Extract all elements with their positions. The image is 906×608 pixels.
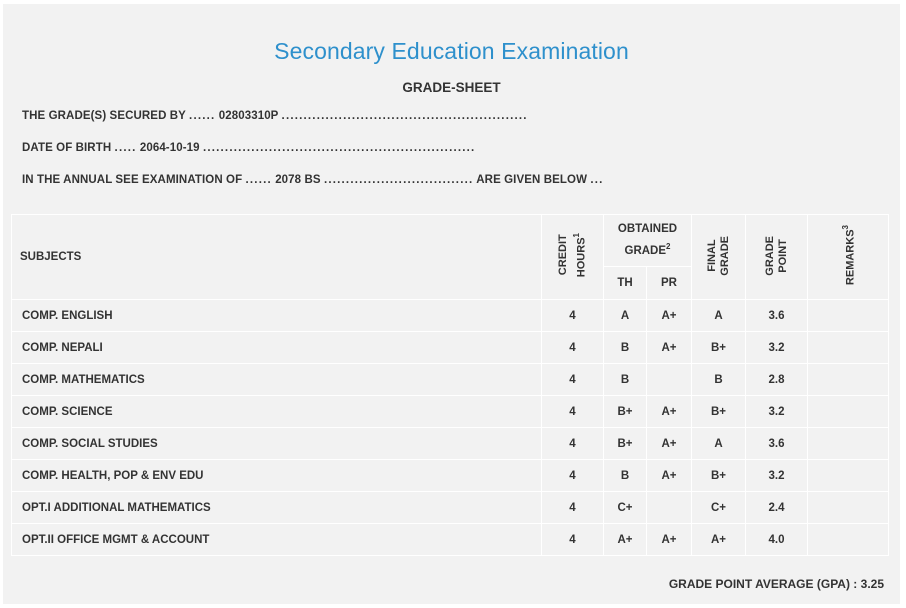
pr-grade-cell: A+ <box>647 332 692 364</box>
table-row <box>12 524 889 556</box>
th-grade-cell: B+ <box>604 396 647 428</box>
dob-value: 2064-10-19 <box>139 142 200 154</box>
pr-grade-cell: A+ <box>647 524 692 556</box>
final-grade-cell: B+ <box>692 332 746 364</box>
credit-cell: 4 <box>542 492 604 524</box>
dob-line: DATE OF BIRTH ..... 2064-10-19 .............................................................. <box>22 142 476 154</box>
page-subtitle: GRADE-SHEET <box>402 80 501 95</box>
th-grade-cell: B <box>604 364 647 396</box>
table-row <box>12 364 889 396</box>
th-grade-cell: B <box>604 332 647 364</box>
table-row <box>12 428 889 460</box>
remarks-cell <box>808 428 889 460</box>
gpa-label: GRADE POINT AVERAGE (GPA) : <box>668 577 858 591</box>
table-row <box>12 300 889 332</box>
grade-point-cell: 3.2 <box>746 332 808 364</box>
credit-cell: 4 <box>542 332 604 364</box>
final-grade-header: FINAL GRADE <box>692 215 746 300</box>
remarks-cell <box>808 460 889 492</box>
credit-cell: 4 <box>542 364 604 396</box>
gpa-summary <box>669 577 884 591</box>
exam-suffix: ARE GIVEN BELOW <box>476 174 588 186</box>
remarks-cell <box>808 332 889 364</box>
pr-grade-cell <box>647 364 692 396</box>
final-grade-cell: C+ <box>692 492 746 524</box>
subject-cell: COMP. HEALTH, POP & ENV EDU <box>12 460 542 492</box>
remarks-cell <box>808 396 889 428</box>
grade-point-cell: 3.2 <box>746 396 808 428</box>
obtained-grade-header: OBTAINED GRADE$^2$ <box>604 215 692 267</box>
credit-hours-header: CREDIT HOURS$^1$ <box>542 215 604 300</box>
secured-by-label: THE GRADE(S) SECURED BY <box>22 110 186 122</box>
grade-point-cell: 2.8 <box>746 364 808 396</box>
subject-cell: OPT.II OFFICE MGMT & ACCOUNT <box>12 524 542 556</box>
final-grade-cell: B <box>692 364 746 396</box>
credit-cell: 4 <box>542 300 604 332</box>
th-grade-cell: B+ <box>604 428 647 460</box>
gpa-value: 3.25 <box>860 577 884 591</box>
subject-cell: OPT.I ADDITIONAL MATHEMATICS <box>12 492 542 524</box>
pr-header: PR <box>647 266 692 299</box>
table-row <box>12 332 889 364</box>
dob-label: DATE OF BIRTH <box>22 142 112 154</box>
grade-point-cell: 3.2 <box>746 460 808 492</box>
final-grade-cell: A+ <box>692 524 746 556</box>
credit-cell: 4 <box>542 460 604 492</box>
th-grade-cell: A+ <box>604 524 647 556</box>
final-grade-cell: B+ <box>692 396 746 428</box>
final-grade-cell: A <box>692 300 746 332</box>
subjects-header: SUBJECTS <box>12 215 542 300</box>
remarks-cell <box>808 364 889 396</box>
remarks-cell <box>808 300 889 332</box>
pr-grade-cell: A+ <box>647 460 692 492</box>
th-grade-cell: C+ <box>604 492 647 524</box>
remarks-header: REMARKS$^3$ <box>808 215 889 300</box>
subject-cell: COMP. SCIENCE <box>12 396 542 428</box>
credit-cell: 4 <box>542 524 604 556</box>
table-row <box>12 460 889 492</box>
subject-cell: COMP. SOCIAL STUDIES <box>12 428 542 460</box>
subject-cell: COMP. MATHEMATICS <box>12 364 542 396</box>
secured-by-line: THE GRADE(S) SECURED BY ...... 02803310P ........................................................ <box>22 110 528 122</box>
pr-grade-cell <box>647 492 692 524</box>
grade-sheet <box>3 4 900 604</box>
final-grade-cell: A <box>692 428 746 460</box>
pr-grade-cell: A+ <box>647 396 692 428</box>
exam-value: 2078 BS <box>275 174 321 186</box>
grades-table <box>11 214 889 556</box>
remarks-cell <box>808 492 889 524</box>
exam-label: IN THE ANNUAL SEE EXAMINATION OF <box>22 174 243 186</box>
subject-cell: COMP. ENGLISH <box>12 300 542 332</box>
pr-grade-cell: A+ <box>647 300 692 332</box>
grade-point-header: GRADE POINT <box>746 215 808 300</box>
th-grade-cell: A <box>604 300 647 332</box>
grade-point-cell: 3.6 <box>746 428 808 460</box>
subject-cell: COMP. NEPALI <box>12 332 542 364</box>
credit-cell: 4 <box>542 428 604 460</box>
remarks-cell <box>808 524 889 556</box>
exam-line: IN THE ANNUAL SEE EXAMINATION OF ...... 2078 BS .................................. ARE GIVEN BELOW ... <box>22 174 604 186</box>
table-row <box>12 492 889 524</box>
grade-point-cell: 2.4 <box>746 492 808 524</box>
th-header: TH <box>604 266 647 299</box>
final-grade-cell: B+ <box>692 460 746 492</box>
table-row <box>12 396 889 428</box>
grade-point-cell: 4.0 <box>746 524 808 556</box>
pr-grade-cell: A+ <box>647 428 692 460</box>
page-title: Secondary Education Examination <box>274 38 629 64</box>
th-grade-cell: B <box>604 460 647 492</box>
credit-cell: 4 <box>542 396 604 428</box>
symbol-number: 02803310P <box>218 110 279 122</box>
grade-point-cell: 3.6 <box>746 300 808 332</box>
